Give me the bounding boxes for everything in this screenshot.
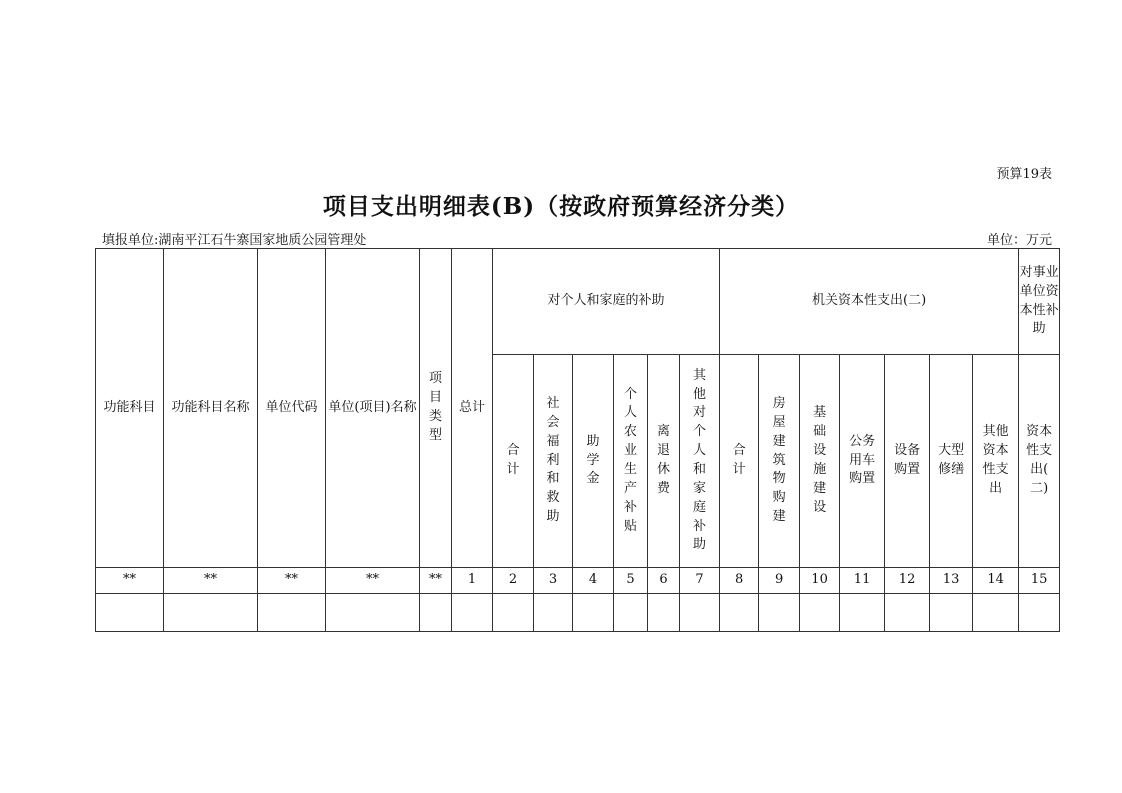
header-g1-other: 其 他 对 个 人 和 家 庭 补 助 xyxy=(680,355,720,568)
index-cell: ** xyxy=(164,568,258,594)
data-cell xyxy=(930,594,973,632)
index-cell: 15 xyxy=(1019,568,1060,594)
table-number: 预算19表 xyxy=(996,167,1052,182)
index-cell: 3 xyxy=(534,568,573,594)
header-group-capital-expenditure: 机关资本性支出(二) xyxy=(720,249,1019,355)
index-cell: 4 xyxy=(573,568,614,594)
data-cell xyxy=(96,594,164,632)
index-cell: 11 xyxy=(840,568,885,594)
header-group-personal-subsidy: 对个人和家庭的补助 xyxy=(493,249,720,355)
data-cell xyxy=(258,594,326,632)
index-cell: ** xyxy=(420,568,452,594)
data-cell xyxy=(614,594,648,632)
data-cell xyxy=(573,594,614,632)
index-cell: 7 xyxy=(680,568,720,594)
data-cell xyxy=(326,594,420,632)
expenditure-table xyxy=(95,248,1060,632)
header-g2-vehicles: 公务 用车 购置 xyxy=(840,355,885,568)
header-func-name: 功能科目名称 xyxy=(164,249,258,568)
data-cell xyxy=(800,594,840,632)
index-cell: 8 xyxy=(720,568,759,594)
index-cell: 13 xyxy=(930,568,973,594)
header-g2-equipment: 设备 购置 xyxy=(885,355,930,568)
reporting-unit: 填报单位:湖南平江石牛寨国家地质公园管理处 xyxy=(102,233,367,248)
data-cell xyxy=(648,594,680,632)
index-cell: ** xyxy=(258,568,326,594)
header-func-code: 功能科目 xyxy=(96,249,164,568)
index-cell: ** xyxy=(326,568,420,594)
data-cell xyxy=(840,594,885,632)
data-cell xyxy=(493,594,534,632)
data-cell xyxy=(973,594,1019,632)
header-g2-other: 其他 资本 性支 出 xyxy=(973,355,1019,568)
data-cell xyxy=(885,594,930,632)
data-cell xyxy=(759,594,800,632)
data-cell xyxy=(680,594,720,632)
data-cell xyxy=(164,594,258,632)
index-cell: 1 xyxy=(452,568,493,594)
data-cell xyxy=(452,594,493,632)
data-cell xyxy=(1019,594,1060,632)
header-g1-retirement: 离 退 休 费 xyxy=(648,355,680,568)
page-title: 项目支出明细表(B)（按政府预算经济分类） xyxy=(322,193,800,220)
header-g1-farm-subsidy: 个 人 农 业 生 产 补 贴 xyxy=(614,355,648,568)
header-g1-total: 合 计 xyxy=(493,355,534,568)
header-g2-repairs: 大型 修缮 xyxy=(930,355,973,568)
index-cell: 5 xyxy=(614,568,648,594)
index-cell: 6 xyxy=(648,568,680,594)
header-g2-buildings: 房 屋 建 筑 物 购 建 xyxy=(759,355,800,568)
index-cell: 2 xyxy=(493,568,534,594)
currency-unit: 单位：万元 xyxy=(986,233,1052,248)
header-total: 总计 xyxy=(452,249,493,568)
header-g2-total: 合 计 xyxy=(720,355,759,568)
data-cell xyxy=(420,594,452,632)
data-cell xyxy=(720,594,759,632)
header-g3-capital: 资本 性支 出( 二) xyxy=(1019,355,1060,568)
header-g1-scholarship: 助 学 金 xyxy=(573,355,614,568)
data-cell xyxy=(534,594,573,632)
index-cell: 9 xyxy=(759,568,800,594)
header-g2-infrastructure: 基 础 设 施 建 设 xyxy=(800,355,840,568)
header-group-institution-capital: 对事业 单位资 本性补 助 xyxy=(1019,249,1060,355)
header-unit-code: 单位代码 xyxy=(258,249,326,568)
index-cell: 14 xyxy=(973,568,1019,594)
header-g1-welfare: 社 会 福 利 和 救 助 xyxy=(534,355,573,568)
header-proj-type: 项 目 类 型 xyxy=(420,249,452,568)
table-row xyxy=(96,594,1060,632)
index-cell: 12 xyxy=(885,568,930,594)
index-row xyxy=(96,568,1060,594)
header-unit-name: 单位(项目)名称 xyxy=(326,249,420,568)
index-cell: 10 xyxy=(800,568,840,594)
index-cell: ** xyxy=(96,568,164,594)
